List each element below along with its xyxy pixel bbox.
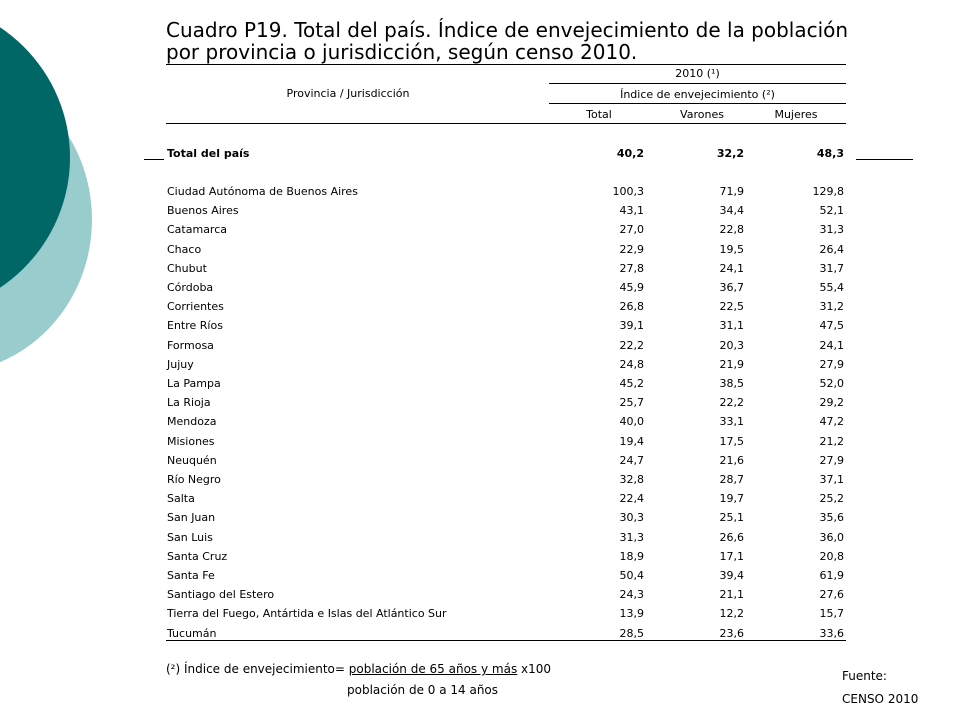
table-row	[0, 531, 960, 550]
table-row	[0, 569, 960, 588]
province-total: 27,0	[619, 223, 644, 237]
header-index: Índice de envejecimiento (²)	[620, 88, 775, 101]
table-row	[0, 454, 960, 473]
province-females: 36,0	[819, 530, 844, 544]
province-total: 24,3	[619, 588, 644, 602]
province-females: 24,1	[819, 338, 844, 352]
province-females: 15,7	[819, 607, 844, 621]
province-males: 36,7	[719, 281, 744, 294]
table-row	[0, 243, 960, 262]
header-index-rule	[549, 103, 846, 104]
province-males: 39,4	[719, 569, 744, 582]
table-top-rule	[166, 64, 846, 65]
province-females: 21,2	[819, 434, 844, 448]
province-name: Santiago del Estero	[167, 588, 275, 602]
table-row	[0, 185, 960, 204]
source-label: Fuente:	[842, 669, 887, 683]
table-row	[0, 588, 960, 607]
province-males: 23,6	[719, 626, 744, 640]
total-row-leader-right	[856, 159, 913, 160]
province-females: 61,9	[819, 569, 844, 582]
province-males: 19,5	[719, 242, 744, 256]
province-total: 27,8	[619, 261, 644, 275]
province-females: 31,7	[819, 261, 844, 275]
header-females: Mujeres	[774, 108, 818, 121]
province-females: 25,2	[819, 492, 844, 506]
province-total: 25,7	[619, 396, 644, 410]
province-total: 19,4	[619, 434, 644, 448]
table-row	[0, 319, 960, 338]
province-males: 28,7	[719, 473, 744, 486]
province-males: 21,6	[719, 453, 744, 467]
province-females: 52,0	[819, 377, 844, 390]
header-males: Varones	[680, 108, 724, 121]
province-males: 22,5	[719, 300, 744, 314]
province-males: 38,5	[719, 377, 744, 390]
province-females: 35,6	[819, 511, 844, 525]
province-total: 31,3	[619, 530, 644, 544]
header-bottom-rule	[166, 123, 846, 124]
province-name: Jujuy	[167, 357, 194, 371]
province-males: 24,1	[719, 261, 744, 275]
province-name: Santa Fe	[167, 569, 215, 582]
province-males: 33,1	[719, 415, 744, 429]
province-males: 17,5	[719, 434, 744, 448]
table-row	[0, 358, 960, 377]
province-total: 45,2	[619, 377, 644, 390]
province-females: 20,8	[819, 549, 844, 563]
province-females: 129,8	[812, 185, 844, 198]
table-row	[0, 339, 960, 358]
province-name: Santa Cruz	[167, 549, 228, 563]
province-name: Tucumán	[167, 626, 217, 640]
province-males: 31,1	[719, 319, 744, 333]
total-row-females: 48,3	[816, 147, 844, 160]
province-males: 22,8	[719, 223, 744, 237]
province-females: 55,4	[819, 281, 844, 294]
province-females: 27,9	[819, 453, 844, 467]
province-name: Catamarca	[167, 223, 228, 237]
province-name: San Juan	[167, 511, 216, 525]
province-females: 33,6	[819, 626, 844, 640]
province-females: 27,6	[819, 588, 844, 602]
total-row-total: 40,2	[616, 147, 644, 160]
province-total: 40,0	[619, 415, 644, 429]
header-year-rule	[549, 83, 846, 84]
table-row	[0, 473, 960, 492]
province-total: 13,9	[619, 607, 644, 621]
footnote-prefix: (²) Índice de envejecimiento=	[166, 662, 345, 676]
province-name: La Pampa	[167, 377, 221, 390]
total-row-name: Total del país	[167, 147, 250, 160]
table-row	[0, 435, 960, 454]
footnote-numerator: población de 65 años y más	[348, 662, 518, 676]
table-row	[0, 377, 960, 396]
province-males: 21,9	[719, 357, 744, 371]
footnote-multiplier: x100	[521, 662, 552, 676]
province-males: 71,9	[719, 185, 744, 198]
footnote-denominator: población de 0 a 14 años	[347, 683, 499, 697]
province-males: 34,4	[719, 204, 744, 218]
province-males: 21,1	[719, 588, 744, 602]
province-name: Ciudad Autónoma de Buenos Aires	[167, 185, 358, 198]
province-total: 22,4	[619, 492, 644, 506]
table-row	[0, 607, 960, 626]
province-name: Chubut	[167, 261, 207, 275]
header-province: Provincia / Jurisdicción	[286, 87, 410, 100]
province-males: 19,7	[719, 492, 744, 506]
province-males: 25,1	[719, 511, 744, 525]
province-total: 24,7	[619, 453, 644, 467]
province-name: Formosa	[167, 338, 214, 352]
province-name: Neuquén	[167, 453, 217, 467]
province-total: 28,5	[619, 626, 644, 640]
province-females: 26,4	[819, 242, 844, 256]
province-name: Río Negro	[167, 473, 221, 486]
province-name: Mendoza	[167, 415, 217, 429]
province-females: 52,1	[819, 204, 844, 218]
province-males: 20,3	[719, 338, 744, 352]
table-row	[0, 396, 960, 415]
table-row	[0, 550, 960, 569]
province-name: San Luis	[167, 530, 213, 544]
province-males: 22,2	[719, 396, 744, 410]
province-name: Buenos Aires	[167, 204, 239, 218]
total-row-males: 32,2	[716, 147, 744, 160]
footnote-formula	[166, 663, 551, 676]
province-total: 50,4	[619, 569, 644, 582]
header-total: Total	[586, 108, 612, 121]
province-name: Salta	[167, 492, 195, 506]
table-row	[0, 492, 960, 511]
table-row	[0, 415, 960, 434]
province-total: 22,2	[619, 338, 644, 352]
province-females: 27,9	[819, 357, 844, 371]
province-total: 30,3	[619, 511, 644, 525]
province-males: 12,2	[719, 607, 744, 621]
province-females: 37,1	[819, 473, 844, 486]
table-row	[0, 511, 960, 530]
province-name: Tierra del Fuego, Antártida e Islas del Atlántico Sur	[167, 607, 447, 621]
province-name: Entre Ríos	[167, 319, 223, 333]
province-total: 45,9	[619, 281, 644, 294]
province-females: 31,2	[819, 300, 844, 314]
table-row	[0, 223, 960, 242]
table-row	[0, 262, 960, 281]
province-total: 39,1	[619, 319, 644, 333]
province-total: 22,9	[619, 242, 644, 256]
province-total: 100,3	[612, 185, 644, 198]
total-row-leader-left	[144, 159, 164, 160]
province-males: 17,1	[719, 549, 744, 563]
province-females: 47,5	[819, 319, 844, 333]
province-name: Córdoba	[167, 281, 214, 294]
table-bottom-rule	[166, 640, 846, 641]
province-name: Chaco	[167, 242, 202, 256]
province-females: 47,2	[819, 415, 844, 429]
province-name: La Rioja	[167, 396, 211, 410]
table-row	[0, 281, 960, 300]
province-females: 29,2	[819, 396, 844, 410]
province-total: 24,8	[619, 357, 644, 371]
province-name: Misiones	[167, 434, 215, 448]
province-total: 26,8	[619, 300, 644, 314]
table-row	[0, 204, 960, 223]
table-row	[0, 300, 960, 319]
province-females: 31,3	[819, 223, 844, 237]
province-total: 18,9	[619, 549, 644, 563]
province-total: 43,1	[619, 204, 644, 218]
source-value: CENSO 2010	[842, 692, 919, 706]
province-males: 26,6	[719, 530, 744, 544]
header-year: 2010 (¹)	[675, 67, 720, 80]
province-total: 32,8	[619, 473, 644, 486]
province-name: Corrientes	[167, 300, 224, 314]
table-row	[0, 627, 960, 646]
page-title: Cuadro P19. Total del país. Índice de envejecimiento de la población por provincia o jurisdicción, según censo 2010.	[166, 18, 849, 64]
